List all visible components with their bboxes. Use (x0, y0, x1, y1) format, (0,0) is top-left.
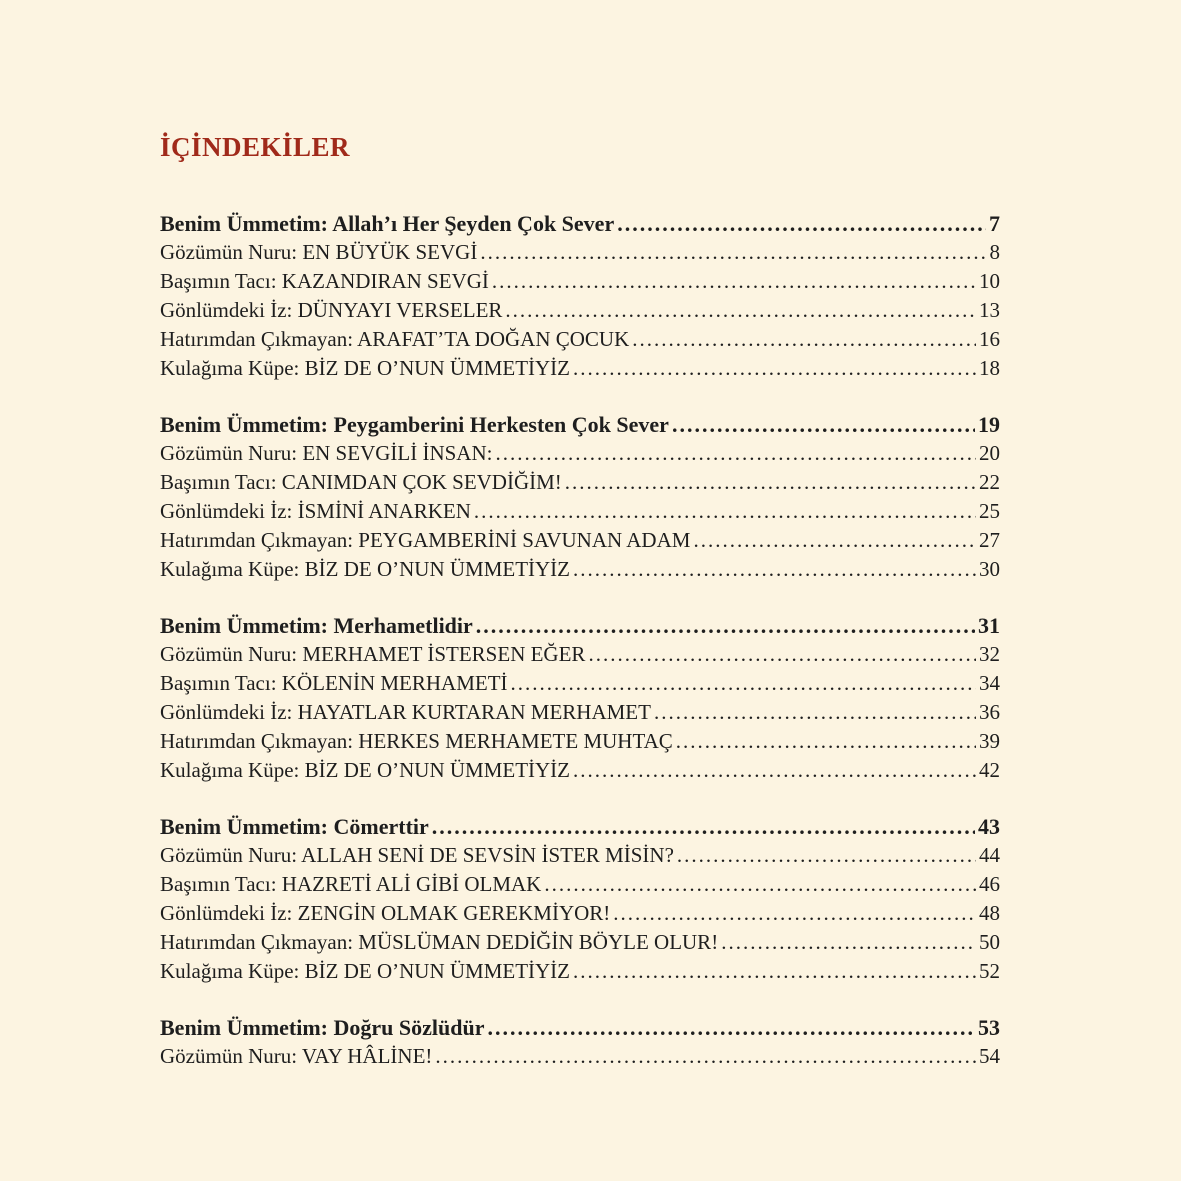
dot-leader (495, 439, 976, 468)
toc-section-title-row (160, 209, 1000, 238)
toc-section-title-row (160, 1013, 1000, 1042)
dot-leader (617, 209, 986, 238)
toc-entry-row (160, 555, 1000, 584)
toc-entry-label: Gönlümdeki İz: DÜNYAYI VERSELER (160, 298, 503, 322)
toc-entry-row (160, 928, 1000, 957)
toc-entry-row (160, 238, 1000, 267)
toc-entry-page: 13 (979, 298, 1000, 322)
toc-entry-page: 18 (979, 356, 1000, 380)
dot-leader (677, 841, 976, 870)
toc-entry-row (160, 439, 1000, 468)
toc-section-title-row (160, 611, 1000, 640)
toc-section-title: Benim Ümmetim: Doğru Sözlüdür (160, 1015, 485, 1040)
dot-leader (654, 698, 976, 727)
toc-section-title-row (160, 410, 1000, 439)
toc-entry-row (160, 640, 1000, 669)
toc-entry-row (160, 957, 1000, 986)
toc-entry-row (160, 468, 1000, 497)
toc-entry-label: Başımın Tacı: CANIMDAN ÇOK SEVDİĞİM! (160, 470, 562, 494)
toc-entry-row (160, 899, 1000, 928)
toc-entry-label: Hatırımdan Çıkmayan: MÜSLÜMAN DEDİĞİN BÖYLE OLUR! (160, 930, 719, 954)
toc-entry-label: Gönlümdeki İz: İSMİNİ ANARKEN (160, 499, 471, 523)
dot-leader (435, 1042, 976, 1071)
toc-entry-row (160, 1042, 1000, 1071)
toc-entry-label: Gönlümdeki İz: HAYATLAR KURTARAN MERHAMET (160, 700, 651, 724)
toc-entry-label: Başımın Tacı: KAZANDIRAN SEVGİ (160, 269, 489, 293)
toc-entry-label: Hatırımdan Çıkmayan: HERKES MERHAMETE MUHTAÇ (160, 729, 673, 753)
toc-section (160, 611, 1000, 785)
toc-entry-page: 19 (978, 412, 1000, 437)
toc-entry-label: Gözümün Nuru: EN SEVGİLİ İNSAN: (160, 441, 493, 465)
toc-entry-row (160, 669, 1000, 698)
toc-section-title: Benim Ümmetim: Merhametlidir (160, 613, 473, 638)
toc-entry-page: 34 (979, 671, 1000, 695)
dot-leader (573, 555, 976, 584)
toc-section-title: Benim Ümmetim: Allah’ı Her Şeyden Çok Sever (160, 211, 615, 236)
dot-leader (511, 669, 976, 698)
toc-entry-page: 50 (979, 930, 1000, 954)
toc-entry-page: 8 (989, 240, 1000, 264)
dot-leader (573, 756, 976, 785)
dot-leader (613, 899, 976, 928)
toc-entry-label: Hatırımdan Çıkmayan: ARAFAT’TA DOĞAN ÇOCUK (160, 327, 630, 351)
toc-entry-label: Kulağıma Küpe: BİZ DE O’NUN ÜMMETİYİZ (160, 758, 571, 782)
toc-entry-row (160, 727, 1000, 756)
dot-leader (721, 928, 976, 957)
dot-leader (632, 325, 976, 354)
toc-entry-row (160, 497, 1000, 526)
toc-section (160, 410, 1000, 584)
toc-entry-row (160, 841, 1000, 870)
dot-leader (476, 611, 975, 640)
toc-entry-page: 44 (979, 843, 1000, 867)
toc-entry-label: Başımın Tacı: HAZRETİ ALİ GİBİ OLMAK (160, 872, 542, 896)
dot-leader (505, 296, 976, 325)
toc-entry-row (160, 698, 1000, 727)
toc-entry-page: 7 (989, 211, 1000, 236)
toc-entry-row (160, 526, 1000, 555)
toc-entry-page: 16 (979, 327, 1000, 351)
toc-entry-page: 53 (978, 1015, 1000, 1040)
toc-entry-page: 48 (979, 901, 1000, 925)
toc-entry-page: 39 (979, 729, 1000, 753)
toc-section-title: Benim Ümmetim: Cömerttir (160, 814, 429, 839)
toc-entry-label: Gönlümdeki İz: ZENGİN OLMAK GEREKMİYOR! (160, 901, 611, 925)
dot-leader (573, 957, 976, 986)
toc-entry-page: 31 (978, 613, 1000, 638)
toc-entry-label: Gözümün Nuru: EN BÜYÜK SEVGİ (160, 240, 478, 264)
dot-leader (432, 812, 975, 841)
toc-list (160, 209, 1000, 1071)
toc-section (160, 1013, 1000, 1071)
toc-entry-row (160, 870, 1000, 899)
toc-entry-row (160, 354, 1000, 383)
dot-leader (492, 267, 976, 296)
dot-leader (573, 354, 976, 383)
toc-entry-page: 25 (979, 499, 1000, 523)
dot-leader (672, 410, 975, 439)
dot-leader (565, 468, 976, 497)
toc-entry-row (160, 296, 1000, 325)
toc-entry-page: 10 (979, 269, 1000, 293)
toc-entry-label: Gözümün Nuru: VAY HÂLİNE! (160, 1044, 433, 1068)
toc-entry-label: Başımın Tacı: KÖLENİN MERHAMETİ (160, 671, 508, 695)
toc-entry-page: 54 (979, 1044, 1000, 1068)
toc-entry-page: 32 (979, 642, 1000, 666)
toc-entry-row (160, 267, 1000, 296)
toc-entry-label: Kulağıma Küpe: BİZ DE O’NUN ÜMMETİYİZ (160, 356, 571, 380)
toc-entry-label: Hatırımdan Çıkmayan: PEYGAMBERİNİ SAVUNAN ADAM (160, 528, 691, 552)
toc-entry-page: 46 (979, 872, 1000, 896)
dot-leader (480, 238, 986, 267)
toc-entry-label: Gözümün Nuru: ALLAH SENİ DE SEVSİN İSTER MİSİN? (160, 843, 674, 867)
dot-leader (474, 497, 976, 526)
toc-section (160, 812, 1000, 986)
toc-entry-row (160, 756, 1000, 785)
toc-entry-label: Kulağıma Küpe: BİZ DE O’NUN ÜMMETİYİZ (160, 959, 571, 983)
toc-entry-page: 52 (979, 959, 1000, 983)
toc-section (160, 209, 1000, 383)
dot-leader (693, 526, 976, 555)
dot-leader (544, 870, 976, 899)
toc-entry-page: 42 (979, 758, 1000, 782)
toc-entry-row (160, 325, 1000, 354)
toc-entry-page: 27 (979, 528, 1000, 552)
toc-entry-label: Gözümün Nuru: MERHAMET İSTERSEN EĞER (160, 642, 586, 666)
toc-section-title-row (160, 812, 1000, 841)
toc-entry-page: 22 (979, 470, 1000, 494)
dot-leader (588, 640, 976, 669)
toc-entry-page: 43 (978, 814, 1000, 839)
toc-entry-page: 30 (979, 557, 1000, 581)
toc-section-title: Benim Ümmetim: Peygamberini Herkesten Çok Sever (160, 412, 669, 437)
toc-entry-page: 20 (979, 441, 1000, 465)
dot-leader (676, 727, 976, 756)
dot-leader (487, 1013, 975, 1042)
page-title: İÇİNDEKİLER (160, 132, 351, 162)
toc-entry-label: Kulağıma Küpe: BİZ DE O’NUN ÜMMETİYİZ (160, 557, 571, 581)
toc-entry-page: 36 (979, 700, 1000, 724)
